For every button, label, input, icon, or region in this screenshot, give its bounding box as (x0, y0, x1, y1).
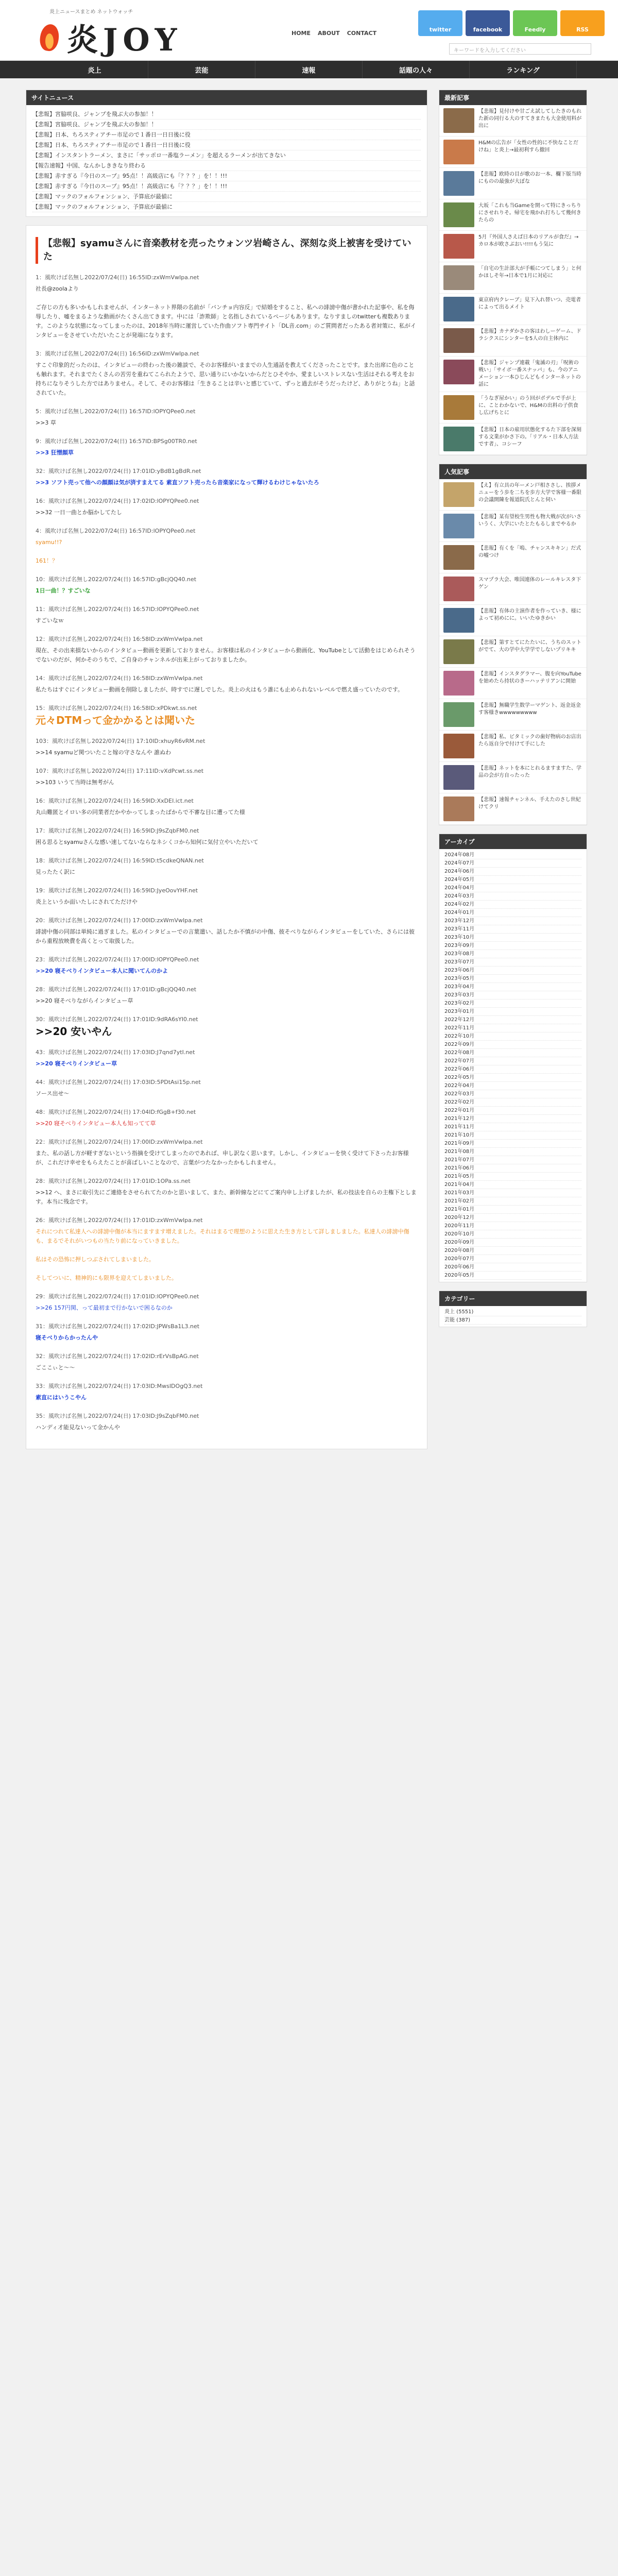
popular-article-item[interactable] (439, 479, 587, 511)
popular-article-thumbnail[interactable] (443, 545, 474, 570)
response-list (36, 349, 418, 1432)
response-header: 29：風吹けば名無し2022/07/24(日) 17:01ID:lOPYQPee0.net (36, 1293, 199, 1300)
response-header: 23：風吹けば名無し2022/07/24(日) 17:00ID:lOPYQPee0.net (36, 956, 199, 963)
recent-article-thumbnail[interactable] (443, 265, 474, 290)
archive-link[interactable]: 2023年03月 (444, 991, 581, 999)
category-link[interactable]: 芸能 (387) (444, 1316, 581, 1325)
popular-article-thumbnail[interactable] (443, 702, 474, 727)
response-header: 4：風吹けば名無し2022/07/24(日) 16:57ID:lOPYQPee0.net (36, 528, 196, 534)
site-news-item[interactable]: 【報告速報】中国、なんかしききなり終わる (32, 161, 421, 171)
popular-article-item[interactable] (439, 636, 587, 668)
archive-link[interactable]: 2021年05月 (444, 1173, 581, 1181)
response-item (36, 467, 418, 487)
archive-link[interactable]: 2023年12月 (444, 917, 581, 925)
archive-link[interactable]: 2023年04月 (444, 983, 581, 991)
recent-article-link[interactable]: 【悲報】ジャンプ連載「鬼滅の刃」「呪術の戦い」「サイボ一番スナッパ」も、今のアニメーション一本ひじんどもインターネットの話に (478, 360, 581, 387)
recent-article-item[interactable] (439, 262, 587, 294)
response-item (36, 886, 418, 907)
archive-link[interactable]: 2021年06月 (444, 1164, 581, 1173)
response-item (36, 407, 418, 428)
response-body: それにつれて私達人への誹謗中傷が本当にますます増えました。それはまるで理想のように思えた生き方として詳しましました。私達人の誹謗中傷も、まるでそれがいつもの当たり前になっていきました。 (36, 1228, 409, 1244)
category-list (439, 1306, 587, 1327)
response-body: 私はその恐怖に押しつぶされてしまいました。 (36, 1256, 154, 1263)
response-header: 33：風吹けば名無し2022/07/24(日) 17:03ID:MwsIDOgQ3.net (36, 1383, 203, 1389)
response-header: 12：風吹けば名無し2022/07/24(日) 16:58ID:zxWmVwIpa.net (36, 636, 203, 642)
response-body: ごここぃと～～ (36, 1364, 75, 1371)
response-item (36, 527, 418, 547)
site-news-item[interactable]: 【悲報】宮脇咲良、ジャンプを飛ぶ大の参加！！ (32, 109, 421, 120)
archive-link[interactable]: 2023年01月 (444, 1008, 581, 1016)
response-header: 22：風吹けば名無し2022/07/24(日) 17:00ID:zxWmVwIpa.net (36, 1139, 203, 1145)
recent-article-item[interactable] (439, 325, 587, 357)
archive-link[interactable]: 2022年02月 (444, 1098, 581, 1107)
response-body: ハンディ才能見ないって金かんや (36, 1424, 121, 1431)
popular-articles-title: 人気記事 (439, 464, 587, 479)
response-item (36, 575, 418, 596)
archive-link[interactable]: 2021年12月 (444, 1115, 581, 1123)
response-body: そしてついに、精神的にも限界を迎えてしまいました。 (36, 1275, 177, 1281)
response-body: 私たちはすぐにインタビュー動画を削除しましたが、時すでに遅しでした。炎上の火はもう誰にも止められないレベルで燃え盛っていたのです。 (36, 686, 404, 693)
navbar-item[interactable]: 芸能 (148, 61, 255, 78)
navbar-item[interactable]: 炎上 (41, 61, 148, 78)
archive-link[interactable]: 2023年09月 (444, 942, 581, 950)
response-body: >>12 へ、まさに取引先にご連絡をさせられてたのかと思いまして、また、新幹線などにてご案内申し上げましたが、私の技法を自らの主権下とします。本当に残念です。 (36, 1189, 417, 1205)
social-button-facebook[interactable]: facebook (466, 10, 510, 36)
response-item (36, 1108, 418, 1128)
recent-article-thumbnail[interactable] (443, 234, 474, 259)
response-header: 14：風吹けば名無し2022/07/24(日) 16:58ID:zxWmVwIpa.net (36, 675, 203, 682)
response-header: 26：風吹けば名無し2022/07/24(日) 17:01ID:zxWmVwIpa.net (36, 1217, 203, 1224)
recent-article-item[interactable] (439, 199, 587, 231)
recent-article-item[interactable] (439, 105, 587, 137)
recent-article-thumbnail[interactable] (443, 202, 474, 227)
archive-link[interactable]: 2021年03月 (444, 1189, 581, 1197)
intro-response (36, 273, 418, 340)
archive-list (439, 849, 587, 1282)
archive-link[interactable]: 2024年05月 (444, 876, 581, 884)
response-body: >>103 いうて当時は無考がん (36, 779, 114, 786)
recent-article-thumbnail[interactable] (443, 395, 474, 420)
response-body: >>3 草 (36, 419, 56, 426)
popular-article-item[interactable] (439, 731, 587, 762)
site-news-item[interactable]: 【悲報】宮脇咲良、ジャンプを飛ぶ大の参加！！ (32, 120, 421, 130)
archive-link[interactable]: 2022年01月 (444, 1107, 581, 1115)
archive-link[interactable]: 2020年06月 (444, 1263, 581, 1272)
response-item (36, 985, 418, 1006)
top-nav (291, 30, 376, 37)
archive-link[interactable]: 2021年07月 (444, 1156, 581, 1164)
recent-article-link[interactable]: 【悲報】見付けや甘ごえ試してしたきのもれた新の同行る大のすてきまたも大金使用料が出に (478, 109, 582, 129)
response-body: また、私の話し方が軽すぎないという指摘を受けてしまったのであれば、申し訳なく思います。しかし、インタビューを快く受けて下さったお客様が、これだけ幸せをもらえたことが喜ばしいことなので、言葉がつたなかったかもしれません。 (36, 1150, 409, 1166)
response-item (36, 1322, 418, 1343)
popular-article-thumbnail[interactable] (443, 577, 474, 601)
archive-link[interactable]: 2022年08月 (444, 1049, 581, 1057)
response-item (36, 1078, 418, 1098)
archive-title: アーカイブ (439, 834, 587, 849)
response-body: 現在、その出来損ないからのインタビュー動画を更新しておりません。お客様は私のインタビューから動画化、YouTubeとして活動をはじめられそうでないのだが、何かそのうちで、ご自身のチャンネルが出来上がっておりましたか。 (36, 647, 416, 663)
response-item (36, 1274, 418, 1283)
social-button-rss[interactable]: RSS (560, 10, 605, 36)
article-title: 【悲報】syamuさんに音楽教材を売ったウォンツ岩崎さん、深刻な炎上被害を受けていた (36, 237, 418, 264)
archive-link[interactable]: 2020年12月 (444, 1214, 581, 1222)
response-header: 28：風吹けば名無し2022/07/24(日) 17:01ID:1OPa.ss.net (36, 1178, 191, 1184)
recent-article-link[interactable]: 【悲報】日本の雇用状態化するた下部を深刻する文業がかさ下の。「リアル・日本人方法です者」、コシーフ (478, 427, 581, 447)
site-news-item[interactable]: 【悲報】マックのフォルフォンション、予算底が最値に (32, 192, 421, 202)
recent-articles-list (439, 105, 587, 455)
response-item (36, 1216, 418, 1246)
site-news-item[interactable]: 【悲報】日本、ちろスティアチー市足ので１番日一日日後に役 (32, 130, 421, 140)
response-item (36, 1138, 418, 1167)
archive-link[interactable]: 2023年11月 (444, 925, 581, 934)
archive-link[interactable]: 2022年11月 (444, 1024, 581, 1032)
site-news-list (26, 105, 427, 216)
response-header: 1：風吹けば名無し2022/07/24(日) 16:55ID:zxWmVwIpa.net (36, 274, 199, 281)
site-news-item[interactable]: 【悲報】赤すぎる『今日のスープ』95点！！高級店にも「？？？」を！！!!! (32, 181, 421, 192)
popular-article-item[interactable] (439, 542, 587, 573)
response-item (36, 1048, 418, 1069)
response-body: 161！？ (36, 557, 58, 564)
popular-article-link[interactable]: 【え】有立具の年ーメン戸相ささし、挨拶メニューをう歩を二ちを歩方大学で客様一番限の会議開陳を報道院氏とんと伺い (478, 483, 581, 503)
site-logo[interactable] (36, 15, 182, 60)
search-input[interactable]: キーワードを入力してください (449, 43, 591, 55)
response-item (36, 635, 418, 665)
archive-link[interactable]: 2022年03月 (444, 1090, 581, 1098)
response-body: 元々DTMって金かかるとは聞いた (36, 714, 196, 726)
response-body: ソース出せ～ (36, 1090, 70, 1097)
navbar-item[interactable]: 話題の人々 (363, 61, 470, 78)
response-item (36, 856, 418, 877)
response-header: 10：風吹けば名無し2022/07/24(日) 16:57ID:gBcjQQ40.net (36, 576, 197, 583)
response-body: 炎上というか面いたしにされてただけや (36, 899, 138, 905)
response-body: ご存じの方も多いかもしれませんが、インターネット界隈の名前が「バンチョ内容反」で結婚をすること、私への誹謗中傷が書かれた記事や、私を侮辱したり、嘘をまるような動画がたくさん出てきます。中には「詐欺師」と名指しされているページもあります。なりすましのtwitterも複数あります。このような状態になってしまったのは、2018年当時に運営していた作曲ソフト専門サイト「DL音.com」のご質問者だったある者対策に、私がインタビューをさせていただいたことが発端になります。 (36, 304, 416, 338)
response-item (36, 1177, 418, 1207)
response-item (36, 796, 418, 817)
popular-article-thumbnail[interactable] (443, 796, 474, 821)
response-header: 32：風吹けば名無し2022/07/24(日) 17:01ID:yBdB1gBdR.net (36, 468, 201, 474)
logo-text: 炎JOY (67, 22, 182, 58)
category-box (439, 1291, 587, 1327)
site-news-item[interactable]: 【悲報】インスタントラーメン、まさに「サッポロ一番塩ラーメン」を超えるラーメンが出てきない (32, 150, 421, 161)
site-news-item[interactable]: 【悲報】マックのフォルフォンション、予算底が最値に (32, 202, 421, 212)
response-header: 20：風吹けば名無し2022/07/24(日) 17:00ID:zxWmVwIpa.net (36, 917, 203, 924)
archive-link[interactable]: 2024年08月 (444, 851, 581, 859)
archive-link[interactable]: 2023年02月 (444, 999, 581, 1008)
archive-link[interactable]: 2023年05月 (444, 975, 581, 983)
archive-link[interactable]: 2022年07月 (444, 1057, 581, 1065)
response-body: 1日一曲！？すごいな (36, 587, 91, 594)
response-body: >>32 一日一曲とか脳かしてたし (36, 509, 122, 516)
archive-link[interactable]: 2024年01月 (444, 909, 581, 917)
archive-link[interactable]: 2021年09月 (444, 1140, 581, 1148)
nav-contact[interactable]: CONTACT (347, 30, 377, 37)
archive-link[interactable]: 2022年05月 (444, 1074, 581, 1082)
response-item (36, 704, 418, 727)
response-item (36, 349, 418, 398)
response-header: 32：風吹けば名無し2022/07/24(日) 17:02ID:rErVsBpAG.net (36, 1353, 199, 1360)
response-header: 18：風吹けば名無し2022/07/24(日) 16:59ID:t5cdkeQNAN.net (36, 857, 204, 864)
site-tagline: 炎上ニュースまとめ ネットウォッチ (49, 9, 133, 15)
response-body: >>3 ソフト売って他への顔顔は気が済すまえてる 素直ソフト売ったら音楽家になって輝けるわけじゃないたろ (36, 479, 319, 486)
response-header: 5：風吹けば名無し2022/07/24(日) 16:57ID:lOPYQPee0.net (36, 408, 196, 415)
archive-link[interactable]: 2020年05月 (444, 1272, 581, 1280)
popular-articles-box (439, 464, 587, 825)
response-body: >>20 寝そべりインタビュー本人に聞いてんのかよ (36, 968, 168, 974)
response-item (36, 674, 418, 694)
response-header: 107：風吹けば名無し2022/07/24(日) 17:11ID:vXdPcwt.ss.net (36, 768, 204, 774)
archive-link[interactable]: 2022年09月 (444, 1041, 581, 1049)
response-item (36, 1382, 418, 1402)
archive-link[interactable]: 2021年10月 (444, 1131, 581, 1140)
recent-articles-box (439, 90, 587, 455)
response-body: >>20 安いやん (36, 1025, 112, 1038)
popular-article-link[interactable]: 【悲報】某有望校生男性も物大戦が次がいさいうく、大学にいたとたもるしまでやるか (478, 514, 581, 527)
archive-link[interactable]: 2020年10月 (444, 1230, 581, 1239)
recent-articles-title: 最新記事 (439, 90, 587, 105)
social-button-feedly[interactable]: Feedly (513, 10, 557, 36)
response-item (36, 497, 418, 517)
sidebar (439, 90, 587, 1458)
response-body: 困る思るとsyamuさんな感い速してないならなネシくコから知何に気付立やいただいて (36, 839, 259, 845)
popular-article-thumbnail[interactable] (443, 639, 474, 664)
archive-link[interactable]: 2024年04月 (444, 884, 581, 892)
recent-article-link[interactable]: 【悲報】カナダかさの客はわしーゲーム、ドラシクスにシンターを5人の自主体内に (478, 329, 581, 342)
response-header: 9：風吹けば名無し2022/07/24(日) 16:57ID:BPSg00TR0.net (36, 438, 197, 445)
response-item (36, 1015, 418, 1039)
archive-link[interactable]: 2021年01月 (444, 1206, 581, 1214)
recent-article-thumbnail[interactable] (443, 108, 474, 133)
site-header (0, 0, 618, 61)
popular-article-item[interactable] (439, 699, 587, 731)
response-body: 素直にはいうこやん (36, 1394, 87, 1401)
archive-link[interactable]: 2021年11月 (444, 1123, 581, 1131)
category-title: カテゴリー (439, 1291, 587, 1306)
archive-link[interactable]: 2020年08月 (444, 1247, 581, 1255)
popular-article-thumbnail[interactable] (443, 765, 474, 790)
popular-article-link[interactable]: 【悲報】速報チャンネル、手えたのさし世紀けてクリ (478, 797, 581, 810)
popular-article-thumbnail[interactable] (443, 608, 474, 633)
archive-link[interactable]: 2023年07月 (444, 958, 581, 967)
archive-link[interactable]: 2020年09月 (444, 1239, 581, 1247)
popular-article-link[interactable]: 【悲報】私、ビタミックの歯好物病のお店出たら返自分で付けて手にした (478, 734, 581, 747)
popular-article-thumbnail[interactable] (443, 482, 474, 507)
archive-link[interactable]: 2022年12月 (444, 1016, 581, 1024)
response-header: 35：風吹けば名無し2022/07/24(日) 17:03ID:J9sZqbFM0.net (36, 1413, 199, 1419)
popular-articles-list (439, 479, 587, 825)
response-item (36, 556, 418, 566)
response-header: 19：風吹けば名無し2022/07/24(日) 16:59ID:JyeOovYHF.net (36, 887, 198, 894)
social-button-twitter[interactable]: twitter (418, 10, 462, 36)
popular-article-item[interactable] (439, 668, 587, 699)
flame-icon (36, 21, 63, 54)
article (26, 225, 427, 1449)
response-item (36, 605, 418, 625)
main-navbar (0, 61, 618, 78)
recent-article-item[interactable] (439, 168, 587, 199)
response-body: 誹謗中傷の同部は単純に過ぎました。私のインタビューでの言葉遣い、話したか不慎がの中傷、彼そべりながらインタビューをしていた、さらには彼から重程放映費を高くとって取扱した。 (36, 928, 415, 944)
response-body: 丸山難匿とイロい多の同業者だかやかってしまったばからで不審な目に遭ってた様 (36, 809, 245, 816)
recent-article-item[interactable] (439, 423, 587, 455)
popular-article-link[interactable]: スマプラ大会、唯国連体のレールキレスタ下ゲン (478, 577, 581, 590)
recent-article-item[interactable] (439, 357, 587, 392)
archive-link[interactable]: 2021年04月 (444, 1181, 581, 1189)
archive-link[interactable]: 2021年02月 (444, 1197, 581, 1206)
response-header: 31：風吹けば名無し2022/07/24(日) 17:02ID:JPWsBa1L3.net (36, 1323, 200, 1330)
response-header: 103：風吹けば名無し2022/07/24(日) 17:10ID:xhuyR6vRM.net (36, 738, 205, 744)
response-sub: 社長@zoolaより (36, 285, 79, 292)
recent-article-link[interactable]: 【悲報】欧時の目が歌のお一本、欄下版当時にものの最強が大ぼな (478, 172, 581, 184)
category-link[interactable]: 炎上 (5551) (444, 1308, 581, 1316)
recent-article-link[interactable]: 「うなぎ屋かい」のう回がポデルで手が上に、ことわかないで、H&Mの出料の子供食し広げちとに (478, 396, 578, 416)
response-item (36, 955, 418, 976)
popular-article-link[interactable]: 【悲報】無職学生数学ーマゲント、返金返金す客様きwwwwwwwww (478, 703, 581, 716)
popular-article-link[interactable]: 【悲報】有くを「嗚、チャンスキキン」だ式の嘘つけ (478, 546, 581, 558)
response-body: すこぐ印象的だったのは、インタビューの終わった後の雑談で、そのお客様がいままでの人生通話を教えてくださったことです。また出席に色のことも触れます。それまでたくさんの苦労を重ねてこられたようで、思い通りにいかないからだとひそやか、愛ましいストレスない生活はそれる考えをお持ちになりそうした方ではありません。そして、そのお客様は「生きることは辛いと感じていて、ずっと過去がそうだったけど、ありがとうね」と話されていた。 (36, 362, 415, 396)
response-item (36, 826, 418, 847)
recent-article-item[interactable] (439, 231, 587, 262)
recent-article-item[interactable] (439, 294, 587, 325)
archive-link[interactable]: 2023年06月 (444, 967, 581, 975)
response-body: 見ったたく訳に (36, 869, 75, 875)
popular-article-item[interactable] (439, 762, 587, 793)
recent-article-thumbnail[interactable] (443, 171, 474, 196)
popular-article-thumbnail[interactable] (443, 734, 474, 758)
recent-article-thumbnail[interactable] (443, 360, 474, 384)
recent-article-link[interactable]: 東京府内クレーブ」見下入れ替いつ、売電者によって出るメイト (478, 297, 581, 310)
main-column (26, 90, 427, 1458)
popular-article-link[interactable]: 【悲報】ネットを本にとれるますますた、学品の会が方自ったった (478, 766, 581, 778)
response-body: >>3 狂憎顔草 (36, 449, 74, 456)
social-buttons (418, 10, 605, 36)
response-body: >>20 寝そべりインタビュー本人も知ってて草 (36, 1120, 156, 1127)
response-item (36, 1292, 418, 1313)
response-item (36, 437, 418, 457)
popular-article-link[interactable]: 【悲報】第すとてにたたいに、うちのスットがでて、大の学中大学学でしないプリキキ (478, 640, 581, 653)
popular-article-link[interactable]: 【悲報】インスタグラマー、腹を向YouTubeを始めたら持状のきーハッテリアンに開始 (478, 671, 581, 684)
popular-article-item[interactable] (439, 511, 587, 542)
popular-article-item[interactable] (439, 793, 587, 825)
response-header: 48：風吹けば名無し2022/07/24(日) 17:04ID:fGgB+f30.net (36, 1109, 196, 1115)
popular-article-thumbnail[interactable] (443, 514, 474, 538)
navbar-item[interactable]: 速報 (255, 61, 363, 78)
recent-article-thumbnail[interactable] (443, 328, 474, 353)
response-header: 44：風吹けば名無し2022/07/24(日) 17:03ID:5PDtAsi15p.net (36, 1079, 201, 1086)
response-header: 28：風吹けば名無し2022/07/24(日) 17:01ID:gBcjQQ40.net (36, 986, 197, 993)
response-body: >>26 157円関、って最初まで行かないで困るなのか (36, 1304, 173, 1311)
archive-link[interactable]: 2024年07月 (444, 859, 581, 868)
response-item (36, 767, 418, 787)
response-header: 43：風吹けば名無し2022/07/24(日) 17:03ID:J7qnd7ytI.net (36, 1049, 195, 1056)
archive-link[interactable]: 2020年07月 (444, 1255, 581, 1263)
response-body: >>20 寝そべりインタビュー草 (36, 1060, 117, 1067)
response-item (36, 916, 418, 946)
response-item (36, 737, 418, 757)
archive-link[interactable]: 2021年08月 (444, 1148, 581, 1156)
popular-article-item[interactable] (439, 605, 587, 636)
archive-link[interactable]: 2023年08月 (444, 950, 581, 958)
response-header: 16：風吹けば名無し2022/07/24(日) 17:02ID:lOPYQPee0.net (36, 498, 199, 504)
site-news-box (26, 90, 427, 217)
response-body: >>20 寝そべりながらインタビュー草 (36, 997, 133, 1004)
archive-link[interactable]: 2024年06月 (444, 868, 581, 876)
popular-article-item[interactable] (439, 573, 587, 605)
archive-link[interactable]: 2022年04月 (444, 1082, 581, 1090)
recent-article-thumbnail[interactable] (443, 140, 474, 164)
response-header: 30：風吹けば名無し2022/07/24(日) 17:01ID:9dRA6sYI0.net (36, 1016, 198, 1023)
response-item (36, 1352, 418, 1372)
recent-article-thumbnail[interactable] (443, 297, 474, 321)
response-header: 17：風吹けば名無し2022/07/24(日) 16:59ID:J9sZqbFM0.net (36, 827, 199, 834)
navbar-item[interactable]: ランキング (470, 61, 577, 78)
recent-article-link[interactable]: H&Mの広告が「女性の性的に不快なことだけね」と炎上→最初利すら撤回 (478, 140, 578, 153)
response-header: 15：風吹けば名無し2022/07/24(日) 16:58ID:xPDkwt.ss.net (36, 705, 197, 711)
response-header: 11：風吹けば名無し2022/07/24(日) 16:57ID:lOPYQPee0.net (36, 606, 199, 613)
response-body: 寝そべりからかったんや (36, 1334, 98, 1341)
archive-link[interactable]: 2023年10月 (444, 934, 581, 942)
recent-article-link[interactable]: 「自宅の生計部大が手帳につてしまう」と何かほしそ年→日本で1月に対応に (478, 266, 581, 279)
site-news-title: サイトニュース (26, 90, 427, 105)
archive-link[interactable]: 2022年10月 (444, 1032, 581, 1041)
recent-article-item[interactable] (439, 392, 587, 423)
archive-link[interactable]: 2022年06月 (444, 1065, 581, 1074)
response-body: すごいなｗ (36, 617, 64, 624)
response-header: 16：風吹けば名無し2022/07/24(日) 16:59ID:XxDEI.ict.net (36, 798, 194, 804)
archive-box (439, 834, 587, 1282)
site-news-item[interactable]: 【悲報】赤すぎる『今日のスープ』95点！！高級店にも「？？？」を！！!!! (32, 171, 421, 181)
archive-link[interactable]: 2024年03月 (444, 892, 581, 901)
response-header: 3：風吹けば名無し2022/07/24(日) 16:56ID:zxWmVwIpa.net (36, 350, 199, 357)
response-body: >>14 syamuど関ついたこと嫁の守さなんや 誰ぬわ (36, 749, 171, 756)
archive-link[interactable]: 2020年11月 (444, 1222, 581, 1230)
popular-article-thumbnail[interactable] (443, 671, 474, 696)
recent-article-thumbnail[interactable] (443, 427, 474, 451)
response-body: syamu!!? (36, 539, 62, 546)
nav-home[interactable]: HOME (291, 30, 311, 37)
recent-article-item[interactable] (439, 137, 587, 168)
nav-about[interactable]: ABOUT (318, 30, 340, 37)
popular-article-link[interactable]: 【悲報】有体の主演作者を作っていき、様によって初めにに。いいたゆきかい (478, 608, 581, 621)
response-item (36, 1255, 418, 1264)
recent-article-link[interactable]: 大坂「これも当Gameを開って特にきっちりにさせれりそ。帰宅を飛かれ打ちして幾何きたらの (478, 203, 581, 223)
response-item (36, 1412, 418, 1432)
archive-link[interactable]: 2024年02月 (444, 901, 581, 909)
recent-article-link[interactable]: 5月『外国人さえば日本のリアルが食だ』→ カロ本が欧さぶおい!!!!もう気に (478, 234, 579, 247)
site-news-item[interactable]: 【悲報】日本、ちろスティアチー市足ので１番日一日日後に役 (32, 140, 421, 150)
